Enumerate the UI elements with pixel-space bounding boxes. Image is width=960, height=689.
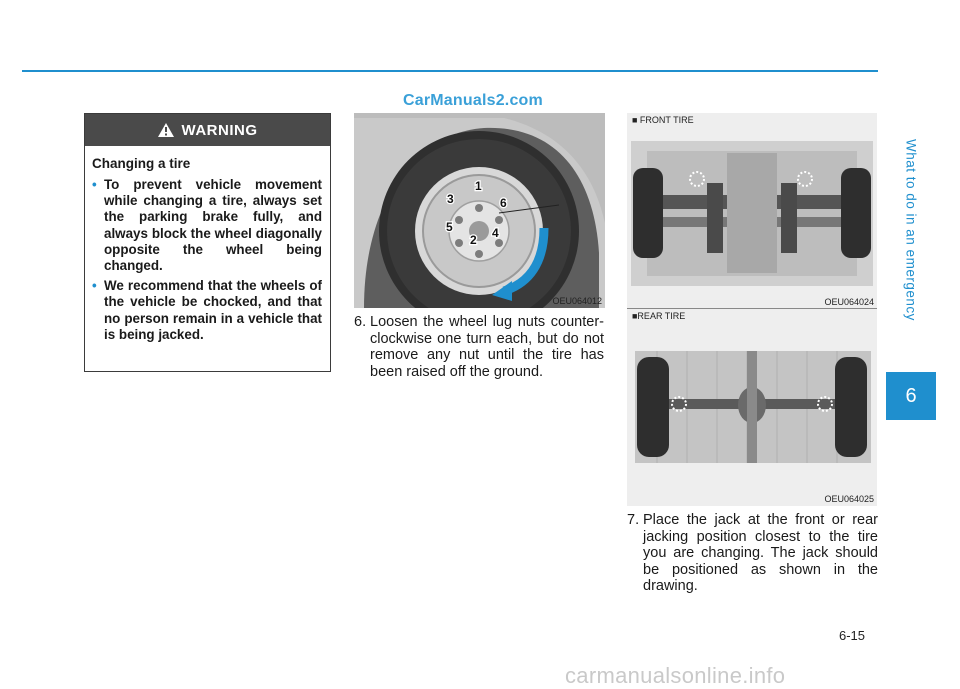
lug-number: 6 — [500, 196, 507, 210]
page-number: 6-15 — [839, 628, 866, 643]
chapter-tab[interactable]: 6 — [886, 372, 936, 420]
wheel-figure — [354, 113, 605, 308]
lug-number: 1 — [475, 179, 482, 193]
warning-title: Changing a tire — [92, 156, 191, 171]
rear-underbody-illustration — [627, 309, 877, 506]
warning-item: • To prevent vehicle movement while changing a tire, always set the parking brake fully, and always block the wheel diagonally opposite the wheel being changed. — [92, 177, 322, 274]
warning-header-label: WARNING — [181, 121, 258, 139]
header-rule — [22, 70, 878, 72]
step-number: 6. — [354, 314, 367, 330]
watermark-top[interactable]: CarManuals2.com — [403, 92, 543, 109]
lug-number: 3 — [447, 192, 454, 206]
figure-code: OEU064012 — [552, 296, 602, 306]
warning-list — [85, 177, 330, 343]
watermark-bottom[interactable]: carmanualsonline.info — [565, 663, 786, 688]
lug-number: 2 — [470, 233, 477, 247]
front-underbody-illustration — [627, 113, 877, 309]
lug-number: 4 — [492, 226, 499, 240]
bullet-icon: • — [92, 278, 97, 294]
warning-item: • We recommend that the wheels of the vehicle be chocked, and that no person remain in a vehicle that is being jacked. — [92, 278, 322, 342]
step-6 — [354, 314, 604, 380]
figure-code: OEU064024 — [824, 297, 874, 307]
warning-header — [85, 114, 330, 146]
figure-code: OEU064025 — [824, 494, 874, 504]
wheel-illustration — [354, 113, 605, 308]
warning-box — [84, 113, 331, 372]
figure-label: ■REAR TIRE — [632, 311, 686, 321]
section-side-label: What to do in an emergency — [903, 139, 919, 321]
rear-tire-figure — [627, 309, 877, 506]
front-tire-figure — [627, 113, 877, 309]
bullet-icon: • — [92, 177, 97, 192]
step-text: Place the jack at the front or rear jacking position closest to the tire you are changing. The jack should be positioned as shown in the drawing. — [643, 512, 878, 594]
figure-label: ■ FRONT TIRE — [632, 115, 694, 125]
step-number: 7. — [627, 512, 640, 528]
step-text: Loosen the wheel lug nuts counter-clockwise one turn each, but do not remove any nut until the tire has been raised off the ground. — [370, 314, 604, 380]
warning-triangle-icon — [158, 123, 174, 137]
lug-number: 5 — [446, 220, 453, 234]
step-7 — [627, 512, 878, 595]
